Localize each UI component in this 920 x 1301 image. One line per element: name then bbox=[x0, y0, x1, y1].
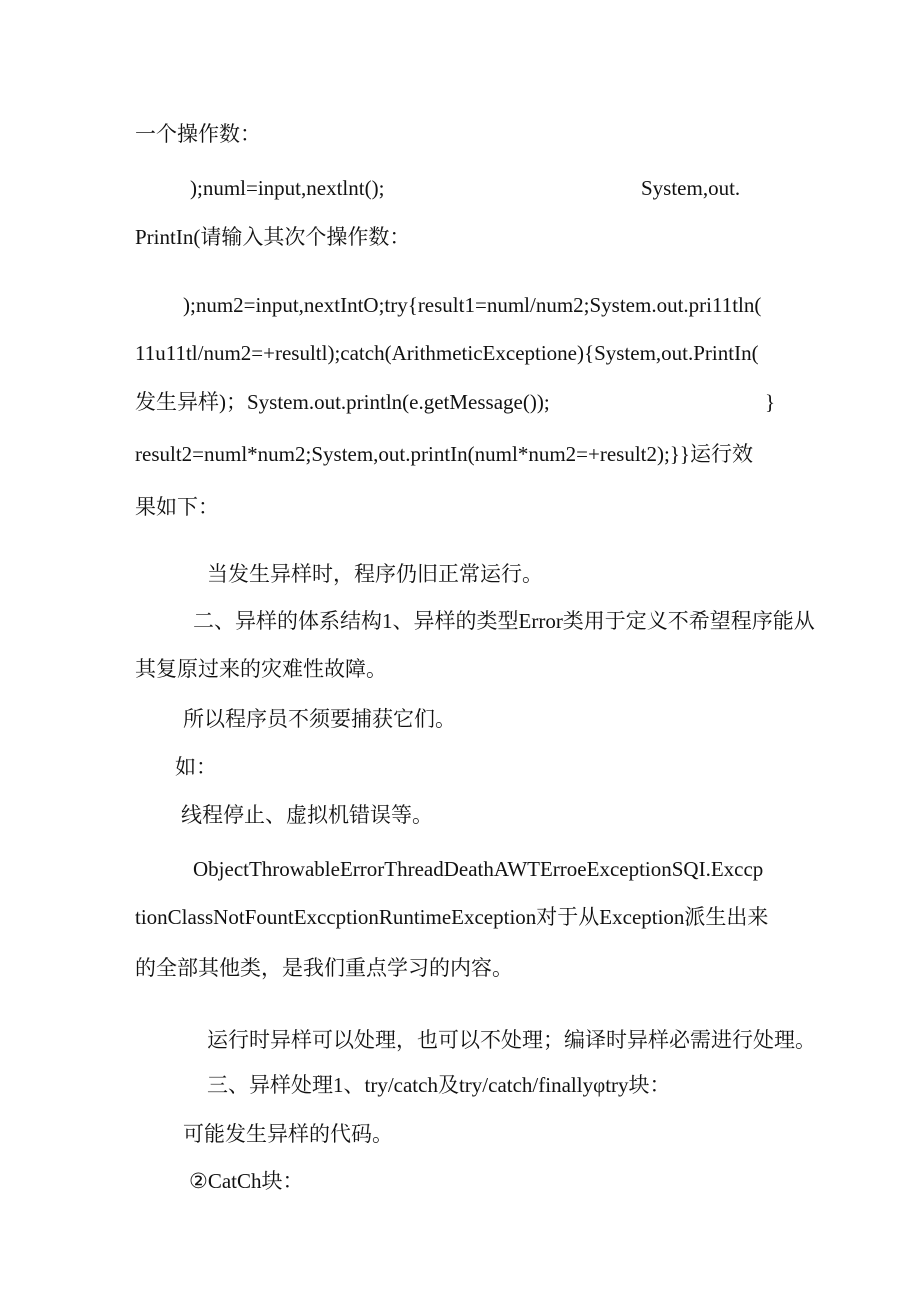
text-line: 发生异样)；System.out.println(e.getMessage()); bbox=[135, 390, 550, 414]
text-line: 运行时异样可以处理，也可以不处理；编译时异样必需进行处理。 bbox=[207, 1028, 816, 1052]
text-line: PrintIn(请输入其次个操作数： bbox=[135, 225, 411, 249]
text-line: 一个操作数： bbox=[135, 122, 261, 146]
text-line: System,out. bbox=[641, 176, 741, 200]
text-line: 三、异样处理1、try/catch及try/catch/finallyφtry块： bbox=[207, 1073, 671, 1097]
text-line: 如： bbox=[175, 755, 217, 779]
text-line: } bbox=[765, 390, 776, 414]
text-line: 的全部其他类，是我们重点学习的内容。 bbox=[135, 956, 513, 980]
text-line: result2=numl*num2;System,out.printIn(numl*num2=+result2);}}运行效 bbox=[135, 442, 753, 466]
text-line: 二、异样的体系结构1、异样的类型Error类用于定义不希望程序能从 bbox=[193, 609, 815, 633]
text-line: ObjectThrowableErrorThreadDeathAWTErroeExceptionSQI.Exccp bbox=[193, 857, 764, 881]
text-line: );numl=input,nextlnt(); bbox=[190, 176, 385, 200]
text-line: 11u11tl/num2=+resultl);catch(ArithmeticExceptione){System,out.PrintIn( bbox=[135, 341, 759, 365]
text-line: 线程停止、虚拟机错误等。 bbox=[181, 803, 433, 827]
text-line: tionClassNotFountExccptionRuntimeException对于从Exception派生出来 bbox=[135, 905, 769, 929]
text-line: ②CatCh块： bbox=[189, 1169, 304, 1193]
text-line: 当发生异样时，程序仍旧正常运行。 bbox=[207, 562, 543, 586]
text-line: 果如下： bbox=[135, 495, 219, 519]
text-line: 可能发生异样的代码。 bbox=[183, 1122, 393, 1146]
text-line: );num2=input,nextIntO;try{result1=numl/num2;System.out.pri11tln( bbox=[183, 293, 762, 317]
text-line: 所以程序员不须要捕获它们。 bbox=[183, 707, 456, 731]
text-line: 其复原过来的灾难性故障。 bbox=[135, 657, 387, 681]
